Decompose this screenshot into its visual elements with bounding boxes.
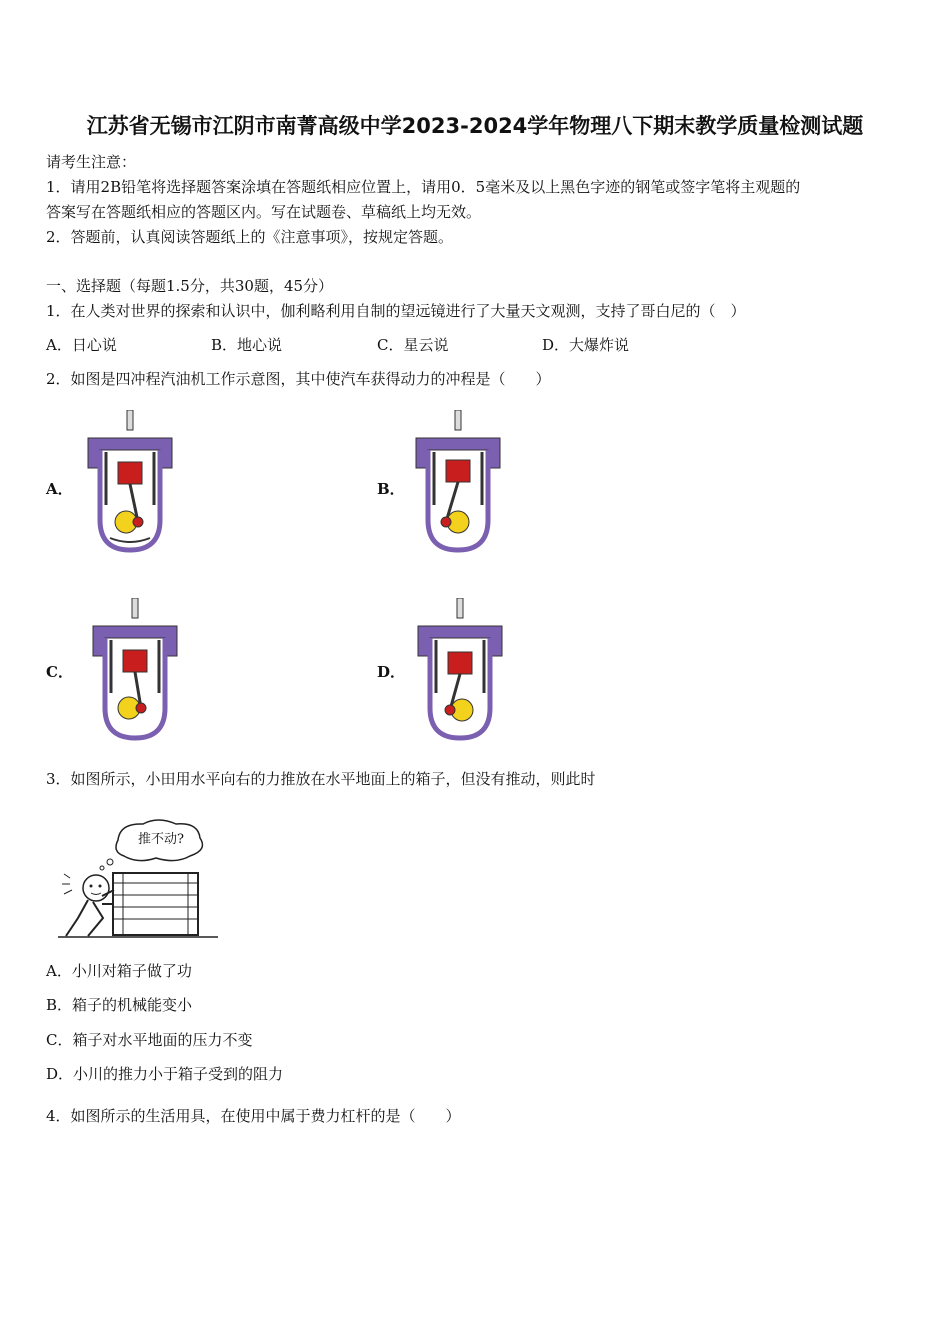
question-2-stem: 2．如图是四冲程汽油机工作示意图，其中使汽车获得动力的冲程是（ ）: [46, 370, 551, 388]
question-3-option-b[interactable]: B．箱子的机械能变小: [46, 996, 193, 1014]
speech-bubble-text: 推不动?: [138, 832, 184, 847]
push-box-illustration: [58, 818, 218, 943]
question-1-option-a[interactable]: A．日心说: [46, 336, 117, 354]
engine-diagram-a-icon[interactable]: [80, 410, 180, 555]
notice-line-3: 2．答题前，认真阅读答题纸上的《注意事项》，按规定答题。: [46, 228, 454, 246]
engine-graphic: [418, 598, 502, 738]
engine-graphic: [88, 410, 172, 550]
question-2-option-a[interactable]: A．: [46, 480, 73, 498]
engine-graphic: [416, 410, 500, 550]
question-3-option-a[interactable]: A．小川对箱子做了功: [46, 962, 192, 980]
engine-graphic: [93, 598, 177, 738]
notice-heading: 请考生注意：: [46, 153, 137, 171]
question-3-stem: 3．如图所示，小田用水平向右的力推放在水平地面上的箱子，但没有推动，则此时: [46, 770, 596, 788]
engine-diagram-c-icon[interactable]: [85, 598, 185, 743]
notice-line-2: 答案写在答题纸相应的答题区内。写在试题卷、草稿纸上均无效。: [46, 203, 482, 221]
section-heading: 一、选择题（每题1.5分，共30题，45分）: [46, 277, 334, 295]
engine-diagram-b-icon[interactable]: [408, 410, 508, 555]
question-1-option-c[interactable]: C．星云说: [377, 336, 449, 354]
question-2-option-d[interactable]: D．: [377, 663, 406, 681]
question-1-option-d[interactable]: D．大爆炸说: [542, 336, 630, 354]
question-3-option-d[interactable]: D．小川的推力小于箱子受到的阻力: [46, 1065, 284, 1083]
notice-line-1: 1．请用2B铅笔将选择题答案涂填在答题纸相应位置上，请用0．5毫米及以上黑色字迹的钢笔或签字笔将主观题的: [46, 178, 801, 196]
question-4-stem: 4．如图所示的生活用具，在使用中属于费力杠杆的是（ ）: [46, 1107, 461, 1125]
question-2-option-b[interactable]: B．: [377, 480, 405, 498]
engine-diagram-d-icon[interactable]: [410, 598, 510, 743]
question-1-option-b[interactable]: B．地心说: [211, 336, 283, 354]
question-3-option-c[interactable]: C．箱子对水平地面的压力不变: [46, 1031, 253, 1049]
page-title: 江苏省无锡市江阴市南菁高级中学2023-2024学年物理八下期末教学质量检测试题: [86, 114, 864, 138]
question-2-option-c[interactable]: C．: [46, 663, 73, 681]
question-1-stem: 1．在人类对世界的探索和认识中，伽利略利用自制的望远镜进行了大量天文观测，支持了哥白尼的（ ）: [46, 302, 746, 320]
